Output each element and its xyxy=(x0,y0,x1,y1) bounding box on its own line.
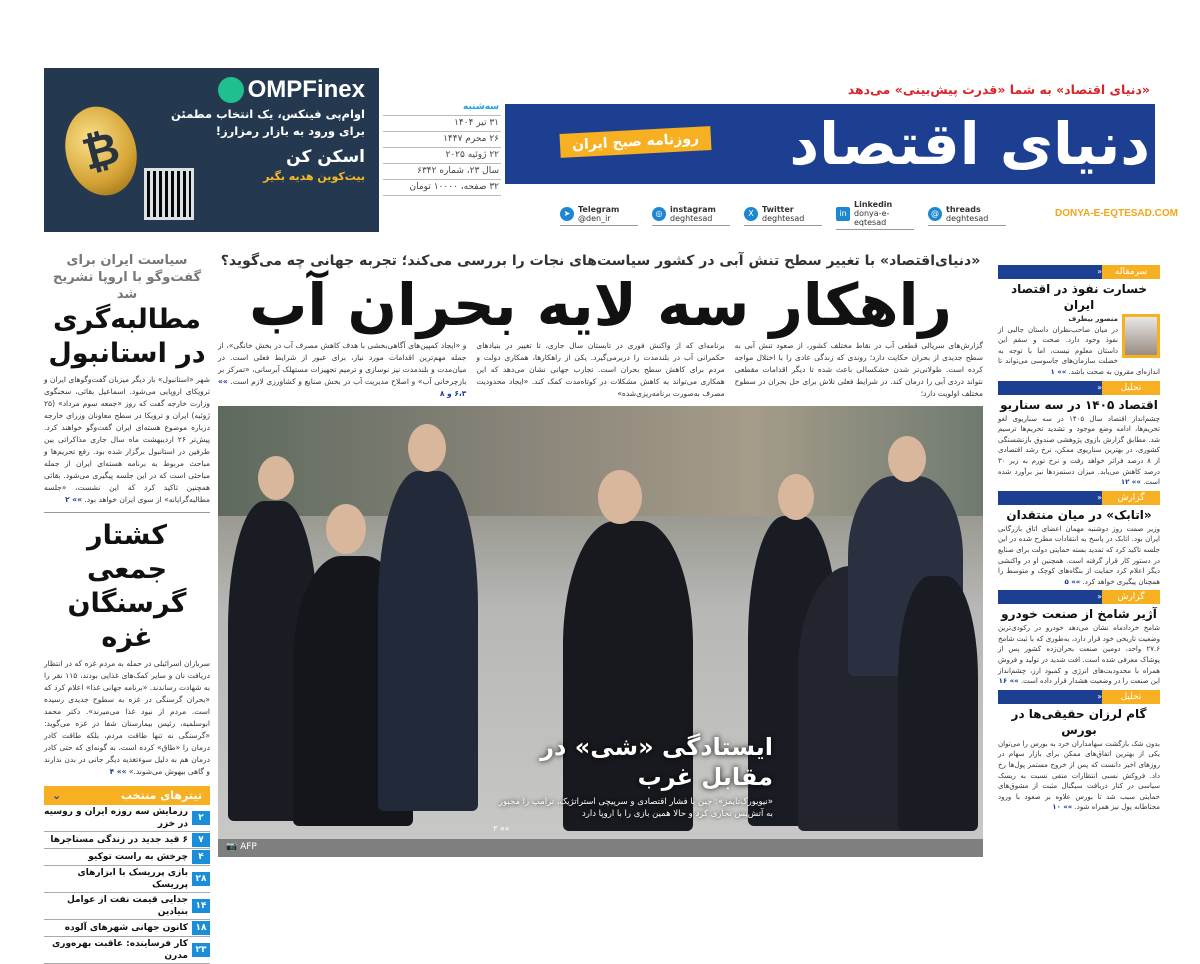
photo-caption-subtitle: «نیویورک‌تایمز»: چین با فشار اقتصادی و سرپیچی استراتژیک، ترامپ را مجبور به آتش‌بس تجاری کرد و حالا همین بازی را با اروپا دارد xyxy=(498,797,773,819)
ad-brand xyxy=(218,76,365,104)
social-name: instagram xyxy=(670,204,716,214)
social-name: Twitter xyxy=(762,204,794,214)
ompfinex-ad[interactable] xyxy=(44,68,379,232)
teaser-item[interactable] xyxy=(44,920,210,937)
ad-line-2: برای ورود به بازار رمزارز! xyxy=(215,124,365,138)
person-head xyxy=(888,436,926,482)
price: ۳۲ صفحه، ۱۰۰۰۰ تومان xyxy=(383,180,501,196)
teaser-page: ۲۸ xyxy=(192,872,210,886)
section-label-text: تحلیل xyxy=(1102,690,1160,704)
person-figure xyxy=(898,576,978,831)
teaser-title: چرخش به راست توکیو xyxy=(88,852,188,862)
photo-credit xyxy=(218,839,983,857)
social-name: Linkedin xyxy=(854,200,893,209)
teaser-title: بازی پرریسک با ابزارهای پرریسک xyxy=(77,868,188,890)
story-text: بدون شک بازگشت سهامداران خرد به بورس را می‌توان یکی از بهترین اتفاق‌های ممکن برای بازار سهام در روزهای اخیر دانست که پس از خروج مستمر پول‌ها رخ داد. فروکش نسبی انتظارات منفی نسبت به ریسک سیاسی در کنار دریافت سیگنال مثبت از مشوق‌های حمایتی سبب شد تا بورس علاوه بر صعود با ورود محتاطانه پول نیز همراه شود. xyxy=(998,739,1160,812)
story-text: چشم‌انداز اقتصاد سال ۱۴۰۵ در سه سناریوی لغو تحریم‌ها، ادامه وضع موجود و تشدید تحریم‌ها ترسیم شد. مطابق گزارش بازوی پژوهشی صندوق بازنشستگی کشوری، در بهترین سناریوی ممکن، نرخ رشد اقتصادی از ۸ درصد فراتر خواهد رفت و نرخ تورم به زیر ۳۰ درصد کاهش می‌یابد. میزان دستمزدها نیز برآورد شده است. xyxy=(998,414,1160,487)
social-linkedin[interactable] xyxy=(836,200,914,230)
main-headline[interactable]: راهکار سه لایه بحران آب xyxy=(249,271,952,339)
social-handle: deghtesad xyxy=(946,213,989,223)
date-column xyxy=(383,100,501,196)
social-handle: donya-e-eqtesad xyxy=(854,209,890,227)
story-body xyxy=(998,414,1160,488)
x-icon: X xyxy=(744,207,758,221)
teaser-title: جدایی قیمت نفت از عوامل بنیادین xyxy=(66,895,188,917)
social-handle: deghtesad xyxy=(670,213,713,223)
story-body-text: سربازان اسرائیلی در حمله به مردم غزه که در انتظار دریافت نان و سایر کمک‌های غذایی بودند، ۱۱۵ نفر را به شهادت رساندند. «برنامه جهانی غذا» اعلام کرد که «بحران گرسنگی در غزه به سطوح جدیدی رسیده است. مردم از نبود غذا می‌میرند». دکتر محمد ابوسلمیه، رئیس بیمارستان شفا در غزه می‌گوید: «گرسنگی نه تنها طاقت مردم، بلکه طاقت کادر درمان را «طاق» کرده است، به گونه‌ای که حتی کادر درمان هم به دلیل سوءتغذیه دیگر جانی در بدن ندارند و گاهی بیهوش می‌شوند.» xyxy=(44,659,210,776)
teaser-title: ۶ قید جدید در زندگی مستاجرها xyxy=(50,835,188,845)
page-ref[interactable]: »» ۱۶ xyxy=(998,677,1019,686)
author-name: منصور بیطرف xyxy=(1068,315,1118,323)
photo-page-ref[interactable]: »» ۳ xyxy=(493,824,510,833)
story-body xyxy=(998,739,1160,813)
chevrons-icon: « xyxy=(998,491,1102,505)
teaser-item[interactable] xyxy=(44,849,210,866)
story-body xyxy=(998,623,1160,687)
teaser-page: ۴ xyxy=(192,850,210,864)
teasers-header xyxy=(44,786,210,805)
bitcoin-coin-icon: ₿ xyxy=(56,98,147,203)
author-photo xyxy=(1122,314,1160,358)
threads-icon: @ xyxy=(928,207,942,221)
page-ref[interactable]: »» ۱۲ xyxy=(1120,478,1141,487)
section-label xyxy=(998,590,1160,604)
selected-headlines xyxy=(44,786,210,964)
chevrons-icon: « xyxy=(998,590,1102,604)
section-label-text: گزارش xyxy=(1102,590,1160,604)
main-column-1: گزارش‌های سریالی قطعی آب در نقاط مختلف کشور، از صعود تنش آبی به سطح جدیدی از بحران حکایت دارد؛ روندی که زندگی عادی را با اختلال مواجه کرده است. طولانی‌تر شدن خشکسالی باعث شده تا دیگر اقدامات مقطعی نتواند دردی آبی را درمان کند. در شرایط فعلی تلاش برای حل بحران در سطوح مختلف اولویت دارد؛ xyxy=(734,341,983,398)
teaser-item[interactable] xyxy=(44,805,210,832)
chevron-down-icon: ⌄ xyxy=(52,789,62,802)
section-label xyxy=(998,381,1160,395)
teasers-header-text: تیترهای منتخب xyxy=(121,789,202,802)
camera-icon: 📷 xyxy=(226,842,241,852)
story-headline[interactable]: کشتار جمعی گرسنگان غزه xyxy=(67,520,187,653)
page-ref[interactable]: »» ۱۰ xyxy=(1052,803,1073,812)
story-subheading: سیاست ایران برای گفت‌وگو با اروپا تشریح شد xyxy=(52,253,202,302)
story-text: شامخ خردادماه نشان می‌دهد خودرو در رکودی‌ترین وضعیت تاریخی خود قرار دارد، به‌طوری که با ثبت شامخ ۲۷.۶ واحد، دومین صنعت بحران‌زده کشور پس از پوشاک معرفی شده است. افت شدید در تولید و فروش همراه با محدودیت‌های انرژی و کمبود ارز، چشم‌انداز این صنعت را در وضعیت هشدار قرار داده است. xyxy=(998,624,1160,686)
social-handle: @den_ir xyxy=(578,213,611,223)
person-head xyxy=(408,424,446,472)
person-head xyxy=(326,504,366,554)
section-label xyxy=(998,690,1160,704)
story-page-ref[interactable]: »» ۲ xyxy=(65,495,82,504)
social-telegram[interactable] xyxy=(560,205,638,226)
story-body-text: شهر «استانبول» بار دیگر میزبان گفت‌وگوهای ایران و ترویکای اروپایی می‌شود. اسماعیل بقائی، سخنگوی وزارت خارجه گفت که روز «جمعه سوم مرداد» (۲۵ ژوئیه) ایران و ترویکا در سطح معاونان وزرای خارجه درباره موضوع هسته‌ای ایران گفت‌وگو خواهند کرد. پیش‌تر ۲۶ اردیبهشت ماه سال جاری مذاکراتی بین طرفین در استانبول برگزار شده بود. رفع تحریم‌ها و مباحث مربوط به برنامه هسته‌ای ایران از جمله مباحثی است که در این جلسه پیگیری می‌شود. بقائی همچنین تاکید کرد که این نشست، «جلسه مطالبه‌گرایانه» از سوی ایران خواهد بود. xyxy=(44,375,210,504)
morning-badge: روزنامه صبح ایران xyxy=(559,126,711,158)
issue-number: سال ۲۳، شماره ۶۳۴۲ xyxy=(383,164,501,180)
ompfinex-logo-icon xyxy=(218,77,244,103)
teaser-item[interactable] xyxy=(44,893,210,920)
section-label xyxy=(998,491,1160,505)
teaser-page: ۷ xyxy=(192,833,210,847)
xi-head xyxy=(598,470,642,524)
person-head xyxy=(778,474,814,520)
social-name: threads xyxy=(946,204,981,214)
teaser-item[interactable] xyxy=(44,832,210,849)
section-label xyxy=(998,265,1160,279)
telegram-icon: ➤ xyxy=(560,207,574,221)
social-threads[interactable] xyxy=(928,205,1006,226)
story-title[interactable]: گام لرزان حقیقی‌ها در بورس xyxy=(1011,706,1147,737)
editorial-title[interactable]: خسارت نفوذ در اقتصاد ایران xyxy=(1010,282,1148,312)
social-links xyxy=(560,200,1040,230)
story-title[interactable]: آژیر شامخ از صنعت خودرو xyxy=(1001,607,1157,622)
chevrons-icon: « xyxy=(998,381,1102,395)
linkedin-icon: in xyxy=(836,207,850,221)
social-instagram[interactable] xyxy=(652,205,730,226)
main-column-3 xyxy=(218,340,466,400)
section-label-text: گزارش xyxy=(1102,491,1160,505)
teaser-item[interactable] xyxy=(44,937,210,964)
right-column xyxy=(998,262,1160,813)
social-name: Telegram xyxy=(578,204,620,214)
ad-line-1: اوام‌پی فینکس، یک انتخاب مطمئن xyxy=(171,107,365,121)
newspaper-logo[interactable]: دنیای اقتصاد xyxy=(789,110,1150,178)
person-head xyxy=(258,456,294,500)
social-handle: deghtesad xyxy=(762,213,805,223)
teaser-title: کانون جهانی شهرهای آلوده xyxy=(64,923,188,933)
story-body xyxy=(44,658,210,778)
teaser-title: کار فرساینده: عاقبت بهره‌وری مدرن xyxy=(52,939,188,961)
social-twitter[interactable] xyxy=(744,205,822,226)
teaser-page: ۱۸ xyxy=(192,921,210,935)
main-kicker: «دنیای‌اقتصاد» با تغییر سطح تنش آبی در کشور سیاست‌های نجات را بررسی می‌کند؛ تجربه جهانی چه می‌گوید؟ xyxy=(220,253,981,269)
divider xyxy=(44,512,210,513)
page-ref[interactable]: »» ۵ xyxy=(1064,577,1081,586)
masthead-tagline: «دنیای اقتصاد» به شما «قدرت پیش‌بینی» می‌دهد xyxy=(847,82,1150,97)
teaser-title: رزمایش سه روزه ایران و روسیه در خزر xyxy=(44,807,188,829)
story-headline[interactable]: مطالبه‌گری در استانبول xyxy=(48,304,206,369)
photo-caption xyxy=(493,732,773,833)
photo-caption-title: ایستادگی «شی» در مقابل غرب xyxy=(540,733,773,791)
teaser-page: ۲ xyxy=(192,811,210,825)
teaser-page: ۱۴ xyxy=(192,899,210,913)
story-body xyxy=(44,374,210,506)
story-title[interactable]: اقتصاد ۱۴۰۵ در سه سناریو xyxy=(1000,397,1158,412)
left-column xyxy=(44,252,210,964)
ad-cta-sub: بیت‌کوین هدیه بگیر xyxy=(263,170,365,183)
main-column-2: برنامه‌ای که از واکنش فوری در تابستان سال جاری، تا تغییر در بنیادهای حکمرانی آب در بلندمدت را دربرمی‌گیرد. یکی از راهکارها، همکاری دولت و مردم برای کاهش سطح بحران است. تجارب جهانی نشان می‌دهد که این همکاری می‌تواند به کاهش مشکلات در کوتاه‌مدت کمک کند. «ایجاد محدودیت مصرف به‌صورت برنامه‌ریزی‌شده» xyxy=(476,341,725,398)
gregorian-date: ۲۲ ژوئیه ۲۰۲۵ xyxy=(383,148,501,164)
website-link[interactable]: DONYA-E-EQTESAD.COM xyxy=(1055,208,1178,219)
person-figure xyxy=(378,471,478,811)
ad-text xyxy=(140,76,365,183)
main-column-3-text: و «ایجاد کمپین‌های آگاهی‌بخشی با هدف کاهش مصرف آب در بخش خانگی»، از جمله مهم‌ترین اقدامات مورد نیاز، برای عبور از شرایط فعلی است. در میان‌مدت و بلندمدت نیز نوسازی و ترمیم تجهیزات مستهلک آبرسانی، «تمرکز بر بازچرخانی آب» و اصلاح مدیریت آب در بخش صنایع و کشاورزی لازم است. xyxy=(218,341,467,386)
chevrons-icon: « xyxy=(998,690,1102,704)
editorial-text: در میان صاحب‌نظران داستان جالبی از نفوذ وجود دارد. صحت و سقم این داستان معلوم نیست، اما با توجه به خصلت سازمان‌های جاسوسی می‌تواند تا اندازه‌ای مقرون به صحت باشد. xyxy=(998,325,1160,376)
chevrons-icon: « xyxy=(998,265,1102,279)
story-title[interactable]: «اتابک» در میان منتقدان xyxy=(1006,507,1152,522)
story-page-ref[interactable]: »» ۴ xyxy=(109,767,127,776)
ad-brand-text: OMPFinex xyxy=(247,76,365,103)
teaser-page: ۲۳ xyxy=(192,943,210,957)
editorial-body xyxy=(998,314,1160,378)
main-page-ref[interactable]: »» ۶،۳ و ۸ xyxy=(218,377,467,398)
instagram-icon: ◎ xyxy=(652,207,666,221)
solar-date: ۳۱ تیر ۱۴۰۴ xyxy=(383,116,501,132)
main-story xyxy=(218,252,983,857)
story-body xyxy=(998,524,1160,588)
weekday: سه‌شنبه xyxy=(383,100,501,116)
page-ref[interactable]: »» ۱ xyxy=(1050,367,1067,376)
section-label-text: تحلیل xyxy=(1102,381,1160,395)
story-text: وزیر صمت روز دوشنبه مهمان اعضای اتاق بازرگانی ایران بود. اتابک در پاسخ به انتقادات مطرح شده در این جلسه تاکید کرد که تمدید بسته حمایتی دولت برای صنایع در دستور کار قرار گرفته است. همچنین او در واکنشی دیگر اعلام کرد حمایت از بنگاه‌های کوچک و متوسط را همچنان پیگیری خواهد کرد. xyxy=(998,524,1160,586)
photo-credit-text: AFP xyxy=(240,842,257,852)
ad-cta: اسکن کن xyxy=(286,147,365,167)
lunar-date: ۲۶ محرم ۱۴۴۷ xyxy=(383,132,501,148)
main-photo[interactable] xyxy=(218,406,983,857)
main-columns xyxy=(218,340,983,400)
section-label-text: سرمقاله xyxy=(1102,265,1160,279)
teaser-item[interactable] xyxy=(44,866,210,893)
